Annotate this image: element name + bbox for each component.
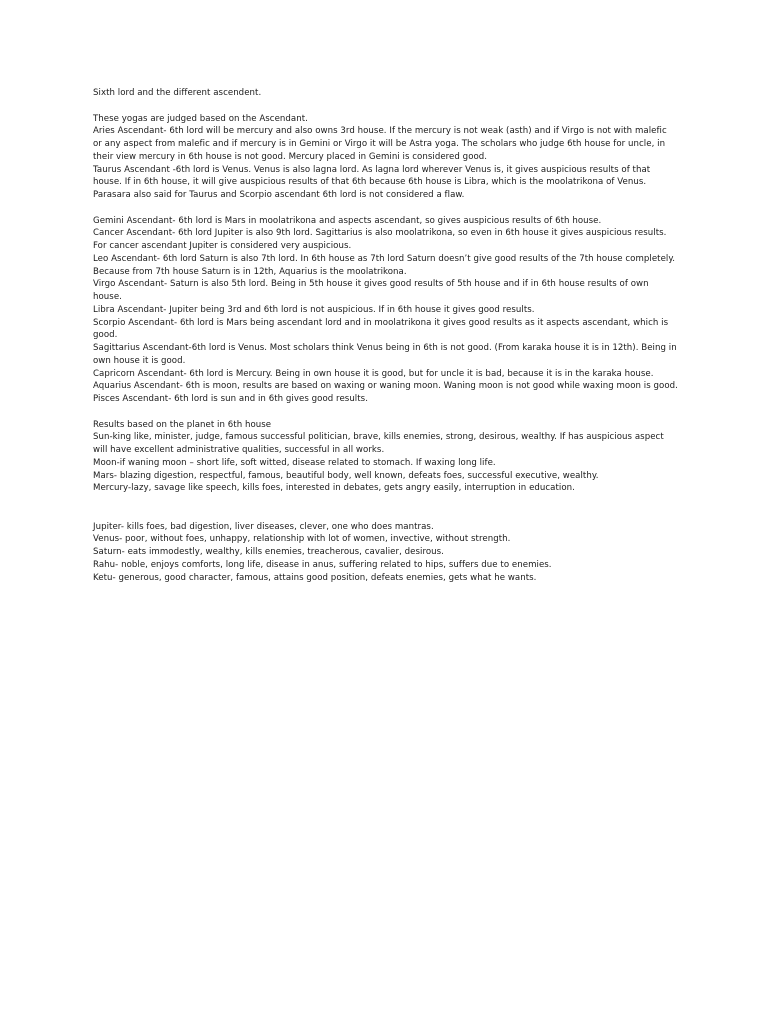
planet-rahu: Rahu- noble, enjoys comforts, long life, disease in anus, suffering related to hips, suffers due to enemies. bbox=[93, 559, 552, 570]
planet-jupiter: Jupiter- kills foes, bad digestion, liver diseases, clever, one who does mantras. bbox=[93, 521, 434, 532]
planet-mars: Mars- blazing digestion, respectful, famous, beautiful body, well known, defeats foes, successful executive, wealthy. bbox=[93, 470, 599, 481]
planet-mercury: Mercury-lazy, savage like speech, kills foes, interested in debates, gets angry easily, interruption in education. bbox=[93, 483, 575, 494]
spacer bbox=[93, 495, 678, 521]
ascendant-taurus: Taurus Ascendant -6th lord is Venus. Venus is also lagna lord. As lagna lord wherever Venus is, it gives auspicious results of that house. If in 6th house, it will give auspicious results of that 6th because 6th house is Libra, which is the moolatrikona of Venus. Parasara also said for Taurus and Scorpio ascendant 6th lord is not considered a flaw. bbox=[93, 164, 651, 200]
intro-line: These yogas are judged based on the Ascendant. bbox=[93, 113, 308, 124]
planet-saturn: Saturn- eats immodestly, wealthy, kills enemies, treacherous, cavalier, desirous. bbox=[93, 547, 444, 557]
ascendant-cancer: Cancer Ascendant- 6th lord Jupiter is also 9th lord. Sagittarius is also moolatrikona, so even in 6th house it gives auspicious results. For cancer ascendant Jupiter is considered very auspicious. bbox=[93, 228, 667, 251]
document-title: Sixth lord and the different ascendent. bbox=[93, 88, 262, 98]
ascendant-gemini: Gemini Ascendant- 6th lord is Mars in moolatrikona and aspects ascendant, so gives auspicious results of 6th house. bbox=[93, 215, 602, 226]
spacer bbox=[93, 202, 678, 215]
ascendant-libra: Libra Ascendant- Jupiter being 3rd and 6th lord is not auspicious. If in 6th house it gives good results. bbox=[93, 304, 535, 315]
ascendant-scorpio: Scorpio Ascendant- 6th lord is Mars being ascendant lord and in moolatrikona it gives good results as it aspects ascendant, which is good. bbox=[93, 317, 669, 341]
planets-heading: Results based on the planet in 6th house bbox=[93, 419, 272, 430]
planet-moon: Moon-if waning moon – short life, soft witted, disease related to stomach. If waxing long life. bbox=[93, 457, 496, 468]
spacer bbox=[93, 406, 678, 419]
ascendant-aquarius: Aquarius Ascendant- 6th is moon, results are based on waxing or waning moon. Waning moon is not good while waxing moon is good. bbox=[93, 381, 678, 392]
ascendant-aries: Aries Ascendant- 6th lord will be mercury and also owns 3rd house. If the mercury is not weak (asth) and if Virgo is not with malefic or any aspect from malefic and if mercury is in Gemini or Virgo it will be Astra yoga. The scholars who judge 6th house for uncle, in their view mercury in 6th house is not good. Mercury placed in Gemini is considered good. bbox=[93, 126, 667, 162]
ascendant-leo: Leo Ascendant- 6th lord Saturn is also 7th lord. In 6th house as 7th lord Saturn doesn’t give good results of the 7th house completely. Because from 7th house Saturn is in 12th, Aquarius is the moolatrikona. bbox=[93, 253, 676, 277]
planet-venus: Venus- poor, without foes, unhappy, relationship with lot of women, invective, without strength. bbox=[93, 534, 511, 545]
ascendant-capricorn: Capricorn Ascendant- 6th lord is Mercury. Being in own house it is good, but for uncle it is bad, because it is in the karaka house. bbox=[93, 368, 654, 379]
ascendant-sagittarius: Sagittarius Ascendant-6th lord is Venus. Most scholars think Venus being in 6th is not good. (From karaka house it is in 12th). Being in own house it is good. bbox=[93, 343, 677, 366]
ascendant-virgo: Virgo Ascendant- Saturn is also 5th lord. Being in 5th house it gives good results of 5th house and if in 6th house results of own house. bbox=[93, 279, 649, 302]
planet-ketu: Ketu- generous, good character, famous, attains good position, defeats enemies, gets what he wants. bbox=[93, 572, 537, 583]
spacer bbox=[93, 100, 678, 113]
planet-sun: Sun-king like, minister, judge, famous successful politician, brave, kills enemies, strong, desirous, wealthy. If has auspicious aspect will have excellent administrative qualities, successful in all works. bbox=[93, 432, 664, 455]
ascendant-pisces: Pisces Ascendant- 6th lord is sun and in 6th gives good results. bbox=[93, 394, 368, 404]
document-page bbox=[93, 87, 678, 584]
